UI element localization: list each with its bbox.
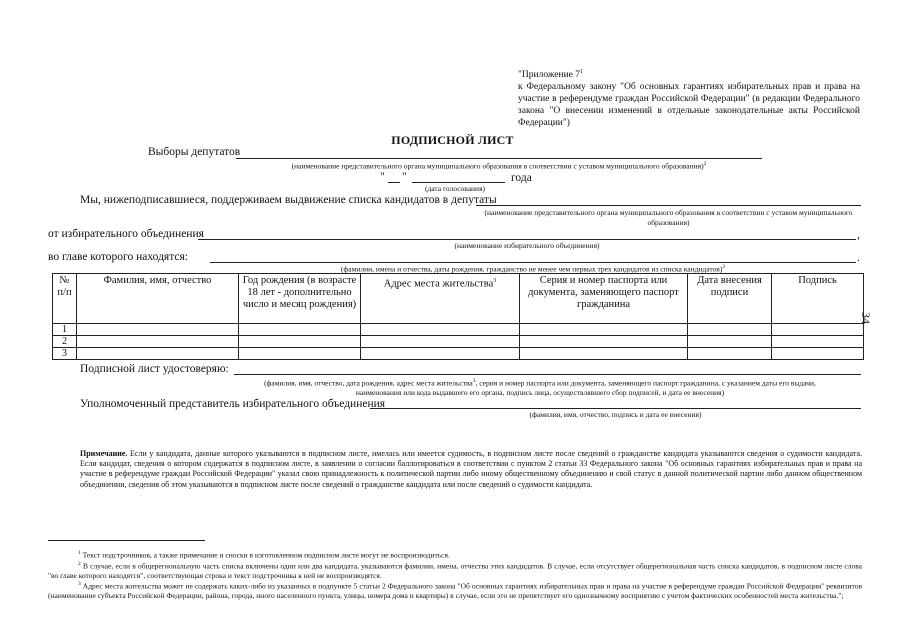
support-hint: (наименование представительного органа муниципального образования в соответствии с уставом муниципального образования) [484,208,853,227]
cell-date[interactable] [688,324,772,336]
certified-label: Подписной лист удостоверяю: [80,363,229,375]
footnote-3: $^3$ Адрес места жительства может не содержать каких-либо из указанных в подпункте 5 статьи 2 Федерального закона "Об основных гарантиях избирательных прав и права на участие в референдуме граждан Российской Федерации" реквизитов (наименование субъекта Российской Федерации, района, города, иного населенного пункта, улицы, номера дома и квартиры) в случае, если это не препятствует его однозначному восприятию с учетом фактических особенностей места жительства."; [48,581,862,601]
col-date-header: Дата внесения подписи [688,274,772,324]
date-quote-close: " [402,171,407,183]
head-field[interactable] [210,262,856,263]
head-dot: . [857,252,860,264]
document-title: ПОДПИСНОЙ ЛИСТ [391,133,514,147]
cell-birth[interactable] [239,324,361,336]
elections-field[interactable] [236,158,762,159]
col-number-header: № п/п [53,274,77,324]
page-number: 34 [859,312,873,324]
representative-field[interactable] [370,408,861,409]
cell-address[interactable] [361,348,520,360]
cell-name[interactable] [77,348,239,360]
date-day-field[interactable] [388,182,400,183]
note-lead: Примечание. [80,449,128,458]
cell-address[interactable] [361,324,520,336]
footnote-separator [48,540,205,541]
col-name-header: Фамилия, имя, отчество [77,274,239,324]
cell-passport[interactable] [520,324,688,336]
footnote-2: $^2$ В случае, если в общерегиональную часть списка включены один или два кандидата, указываются фамилии, имена, отчества этих кандидатов. В случае, если отсутствует общерегиональная часть списка кандидатов, в подписном листе слова "во главе которого находятся", соответствующая строка и текст подстрочника к ней не воспроизводятся. [48,561,862,581]
elections-label: Выборы депутатов [148,146,241,158]
row-number: 2 [53,336,77,348]
cell-passport[interactable] [520,348,688,360]
date-month-field[interactable] [412,182,505,183]
cell-signature[interactable] [772,324,864,336]
col-passport-header: Серия и номер паспорта или документа, заменяющего паспорт гражданина [520,274,688,324]
table-row [53,336,864,348]
note-text: Если у кандидата, данные которого указываются в подписном листе, имелась или имеется судимость, в подписном листе после сведений о гражданстве кандидата указываются сведения о судимости кандидата. Если кандидат, сведения о котором содержатся в подписном листе, в заявлении о согласии баллотироваться в соответствии с пунктом 2 статьи 33 Федерального закона "Об основных гарантиях избирательных прав и права на участие в референдуме граждан Российской Федерации" указал свою принадлежность к политической партии либо иному общественному объединению и свой статус в данной политической партии либо данном общественном объединении, сведения об этом указываются в подписном листе после сведений о гражданстве кандидата или после сведений о судимости кандидата. [80,449,862,489]
footnote-1: $^1$ Текст подстрочников, а также примечание и сноски в изготовленном подписном листе могут не воспроизводиться. [78,550,450,560]
association-label: от избирательного объединения [48,228,204,240]
appendix-title: "Приложение $7^1$ [518,69,583,81]
table-header-row [53,274,864,324]
date-hint: (дата голосования) [424,184,486,193]
cell-passport[interactable] [520,336,688,348]
representative-label: Уполномоченный представитель избирательного объединения [80,398,386,410]
support-text: Мы, нижеподписавшиеся, поддерживаем выдвижение списка кандидатов в депутаты [80,194,497,206]
signature-table [52,273,864,360]
association-hint: (наименование избирательного объединения) [454,241,600,250]
association-comma: , [857,229,860,241]
cell-signature[interactable] [772,348,864,360]
appendix-block [518,66,860,129]
certified-hint [210,377,870,398]
col-signature-header: Подпись [772,274,864,324]
table-row [53,348,864,360]
certified-hint-line1: (фамилия, имя, отчество, дата рождения, адрес места жительства$^3$, серия и номер паспорта или документа, заменяющего паспорт гражданина, с указанием даты его выдачи, [264,378,816,388]
date-year-label: года [511,172,532,184]
support-field[interactable] [476,205,861,206]
cell-date[interactable] [688,348,772,360]
cell-date[interactable] [688,336,772,348]
note-paragraph [80,449,862,490]
cell-birth[interactable] [239,348,361,360]
col-address-header: Адрес места жительства$^3$ [361,274,520,324]
certified-hint-line2: наименования или кода выдавшего его органа, подпись лица, осуществлявшего сбор подписей, и дата ее внесения) [355,388,725,397]
date-quote-open: " [380,171,385,183]
representative-hint: (фамилия, имя, отчество, подпись и дата ее внесения) [529,410,702,419]
association-field[interactable] [198,239,856,240]
cell-name[interactable] [77,336,239,348]
head-hint: (фамилии, имена и отчества, даты рождения, гражданство не менее чем первых трех кандидатов из списка кандидатов)$^2$ [340,264,726,274]
cell-birth[interactable] [239,336,361,348]
certified-field[interactable] [234,374,861,375]
row-number: 3 [53,348,77,360]
cell-name[interactable] [77,324,239,336]
row-number: 1 [53,324,77,336]
appendix-text: к Федеральному закону "Об основных гарантиях избирательных прав и права на участие в референдуме граждан Российской Федерации" (в редакции Федерального закона "О внесении изменений в отдельные законодательные акты Российской Федерации") [518,82,860,129]
cell-address[interactable] [361,336,520,348]
col-birth-header: Год рождения (в возрасте 18 лет - дополнительно число и месяц рождения) [239,274,361,324]
table-row [53,324,864,336]
cell-signature[interactable] [772,336,864,348]
head-label: во главе которого находятся: [48,251,188,263]
elections-hint: (наименование представительного органа муниципального образования в соответствии с уставом муниципального образования)$^2$ [291,161,707,171]
